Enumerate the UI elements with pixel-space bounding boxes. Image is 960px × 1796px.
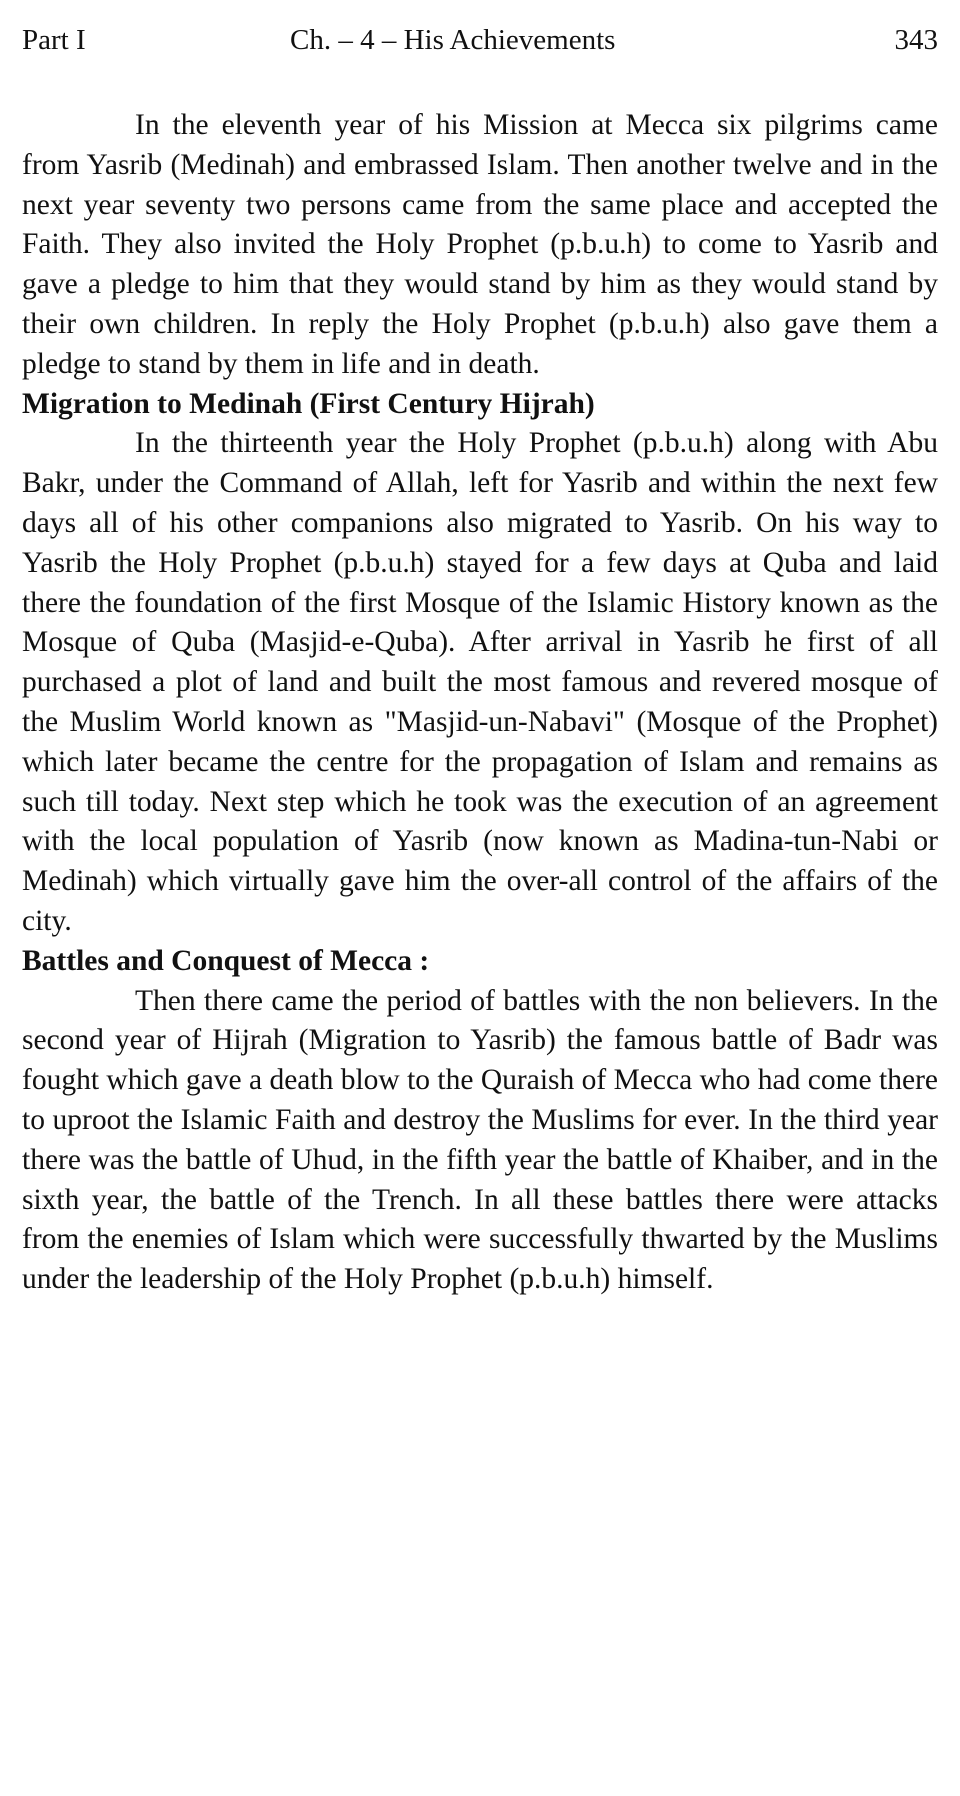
part-label: Part I [22,24,86,56]
chapter-title: Ch. – 4 – His Achievements [290,24,616,56]
book-page [22,14,938,1300]
running-header [22,14,938,66]
paragraph-migration: In the thirteenth year the Holy Prophet (p.b.u.h) along with Abu Bakr, under the Command of Allah, left for Yasrib and within the next few days all of his other companions also migrated to Yasrib. On his way to Yasrib the Holy Prophet (p.b.u.h) stayed for a few days at Quba and laid there the foundation of the first Mosque of the Islamic History known as the Mosque of Quba (Masjid-e-Quba). After arrival in Yasrib he first of all purchased a plot of land and built the most famous and revered mosque of the Muslim World known as "Masjid-un-Nabavi" (Mosque of the Prophet) which later became the centre for the propagation of Islam and remains as such till today. Next step which he took was the execution of an agreement with the local population of Yasrib (now known as Madina-tun-Nabi or Medinah) which virtually gave him the over-all control of the affairs of the city. [22,427,938,937]
heading-migration-to-medinah: Migration to Medinah (First Century Hijrah) [22,387,595,420]
paragraph-mission-at-mecca: In the eleventh year of his Mission at Mecca six pilgrims came from Yasrib (Medinah) and embrassed Islam. Then another twelve and in the next year seventy two persons came from the same place and accepted the Faith. They also invited the Holy Prophet (p.b.u.h) to come to Yasrib and gave a pledge to him that they would stand by him as they would stand by their own children. In reply the Holy Prophet (p.b.u.h) also gave them a pledge to stand by them in life and in death. [22,109,938,380]
body-text [22,106,938,1300]
page-number: 343 [894,24,938,56]
heading-battles-and-conquest: Battles and Conquest of Mecca : [22,944,430,977]
paragraph-battles: Then there came the period of battles with the non believers. In the second year of Hijrah (Migration to Yasrib) the famous battle of Badr was fought which gave a death blow to the Quraish of Mecca who had come there to uproot the Islamic Faith and destroy the Muslims for ever. In the third year there was the battle of Uhud, in the fifth year the battle of Khaiber, and in the sixth year, the battle of the Trench. In all these battles there were attacks from the enemies of Islam which were successfully thwarted by the Muslims under the leadership of the Holy Prophet (p.b.u.h) himself. [22,984,938,1296]
